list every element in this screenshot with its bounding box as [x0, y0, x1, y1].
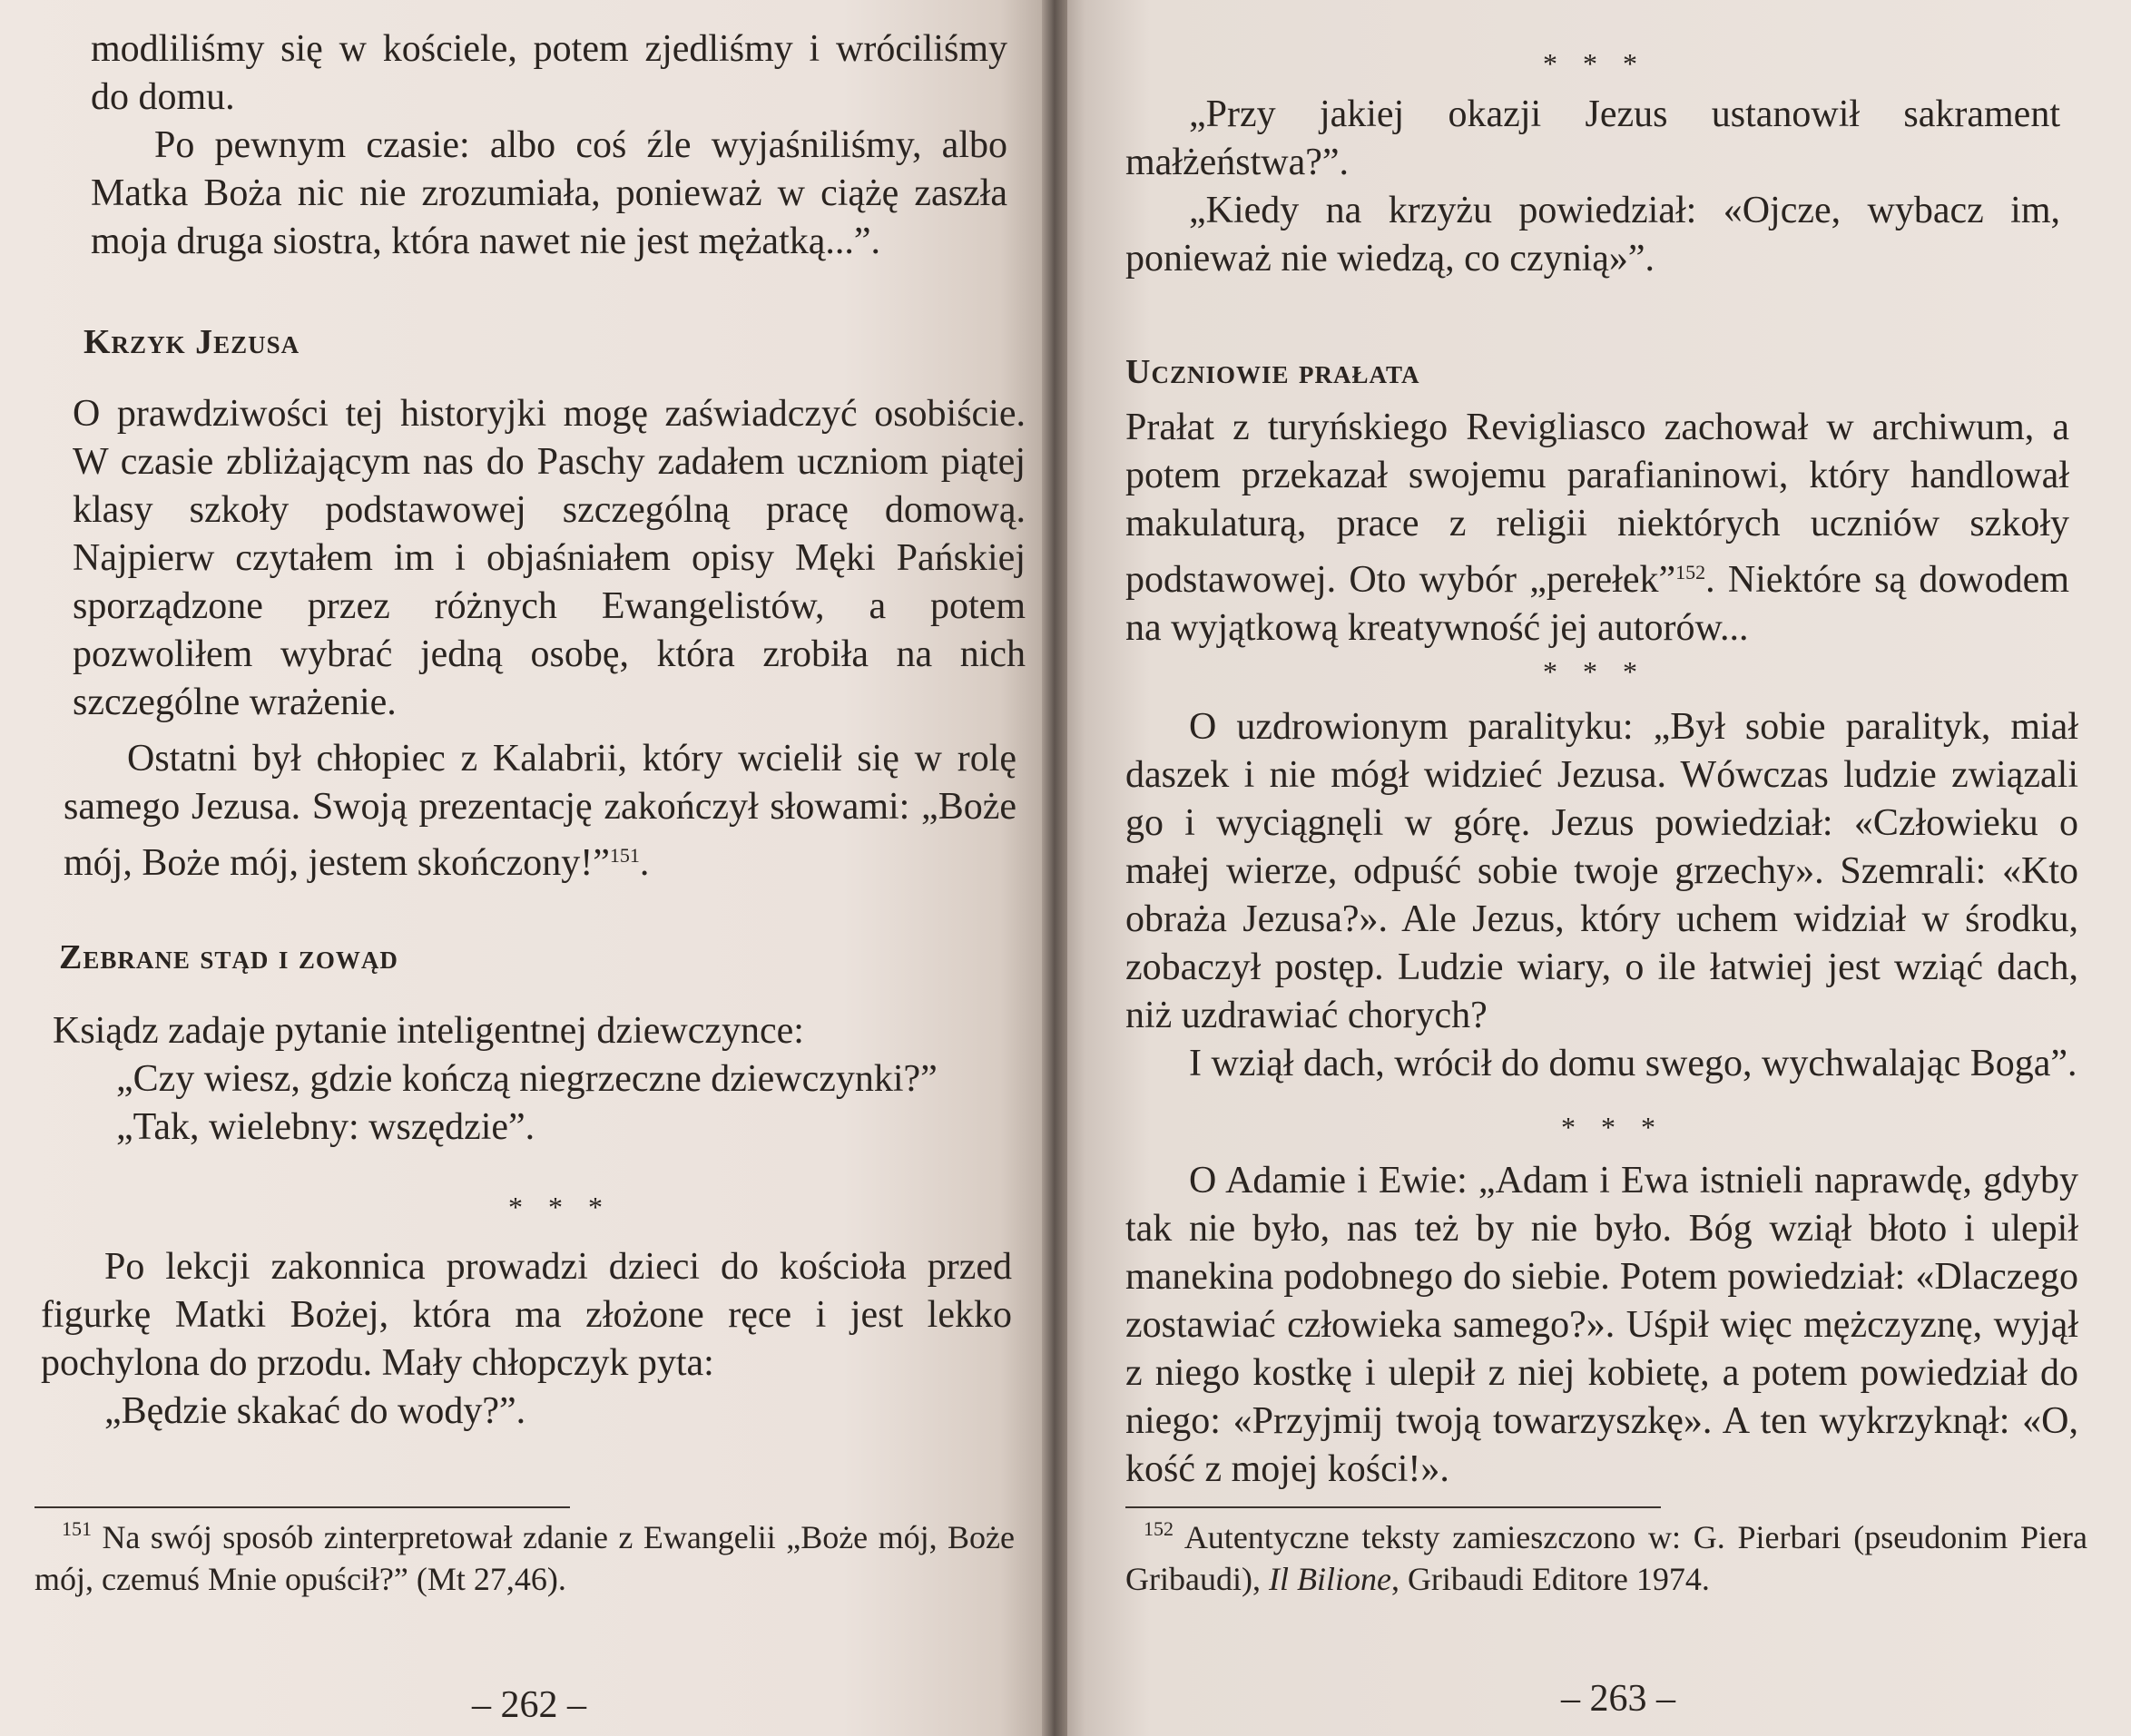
footnote-number: 151 — [62, 1517, 92, 1540]
section-separator: * * * — [1543, 47, 1646, 80]
dialogue-line: „Będzie skakać do wody?”. — [104, 1390, 526, 1432]
paragraph: I wziął dach, wrócił do domu swego, wychwalając Boga”. — [1189, 1043, 2077, 1084]
paragraph: Ksiądz zadaje pytanie inteligentnej dziewczynce: — [53, 1010, 804, 1052]
footnote-text-end: , Gribaudi Editore 1974. — [1390, 1561, 1710, 1597]
paragraph: O uzdrowionym paralityku: „Był sobie paralityk, miał daszek i nie mógł widzieć Jezusa. Wówczas ludzie związali go i wyciągnęli w górę. Jezus powiedział: «Człowieku o małej wierze, odpuść sobie twoje grzechy». Szemrali: «Kto obraża Jezusa?». Ale Jezus, który uchem widział w środku, zobaczył postęp. Ludzie wiary, o ile łatwiej jest wziąć dach, niż uzdrawiać chorych? — [1125, 706, 2078, 1036]
paragraph-text: Ostatni był chłopiec z Kalabrii, który wcielił się w rolę samego Jezusa. Swoją prezentację zakończył słowami: „Boże mój, Boże mój, jestem skończony!” — [64, 738, 1016, 884]
footnote — [1125, 1508, 2087, 1600]
right-paragraph-1 — [1125, 91, 2060, 283]
footnote — [34, 1508, 1015, 1600]
paragraph: Po pewnym czasie: albo coś źle wyjaśniliśmy, albo Matka Boża nic nie zrozumiała, ponieważ w ciążę zaszła moja druga siostra, która nawet nie jest mężatką...”. — [91, 124, 1007, 262]
section-separator: * * * — [508, 1191, 612, 1223]
footnote-book-title: Il Bilione — [1268, 1561, 1391, 1597]
page-number-left: – 262 – — [472, 1684, 586, 1726]
footnote-text: Na swój sposób zinterpretował zdanie z Ewangelii „Boże mój, Boże mój, czemuś Mnie opuścił?” (Mt 27,46). — [34, 1519, 1015, 1597]
dialogue-line: „Tak, wielebny: wszędzie”. — [116, 1106, 535, 1148]
left-paragraph-2: O prawdziwości tej historyjki mogę zaświadczyć osobiście. W czasie zbliżającym nas do Paschy zadałem uczniom piątej klasy szkoły podstawowej szczególną pracę domową. Najpierw czytałem im i objaśniałem opisy Męki Pańskiej sporządzone przez różnych Ewangelistów, a potem pozwoliłem wybrać jedną osobę, która zrobiła na nich szczególne wrażenie. — [73, 393, 1026, 723]
right-page — [1053, 0, 2131, 1736]
right-footnote-block — [1125, 1506, 2087, 1600]
section-separator: * * * — [1543, 655, 1646, 688]
right-paragraph-2 — [1125, 404, 2069, 652]
footnote-reference[interactable]: 151 — [609, 844, 640, 867]
paragraph-text: Prałat z turyńskiego Revigliasco zachował w archiwum, a potem przekazał swojemu parafianinowi, który handlował makulaturą, prace z religii niektórych uczniów szkoły podstawowej. Oto wybór „perełek” — [1125, 407, 2069, 601]
paragraph: „Kiedy na krzyżu powiedział: «Ojcze, wybacz im, ponieważ nie wiedzą, co czynią»”. — [1125, 190, 2060, 280]
page-number-right: – 263 – — [1561, 1678, 1675, 1720]
left-footnote-block — [34, 1506, 1015, 1600]
dialogue-line: „Czy wiesz, gdzie kończą niegrzeczne dziewczynki?” — [116, 1058, 938, 1100]
paragraph: „Przy jakiej okazji Jezus ustanowił sakrament małżeństwa?”. — [1125, 93, 2060, 183]
section-heading-uczniowie: Uczniowie prałata — [1125, 353, 1420, 391]
section-heading-zebrane: Zebrane stąd i zowąd — [59, 938, 398, 976]
footnote-reference[interactable]: 152 — [1675, 561, 1706, 584]
paragraph: Po lekcji zakonnica prowadzi dzieci do kościoła przed figurkę Matki Bożej, która ma złożone ręce i jest lekko pochylona do przodu. Mały chłopczyk pyta: — [41, 1246, 1012, 1384]
paragraph: modliliśmy się w kościele, potem zjedliśmy i wróciliśmy do domu. — [91, 28, 1007, 118]
section-separator: * * * — [1561, 1111, 1665, 1143]
left-page — [0, 0, 1053, 1736]
book-gutter — [1042, 0, 1067, 1736]
left-paragraph-5 — [41, 1243, 1012, 1436]
left-paragraph-3 — [64, 735, 1016, 888]
paragraph-end: . Niektóre są dowodem na wyjątkową kreatywność jej autorów... — [1125, 559, 2069, 649]
right-paragraph-3 — [1125, 703, 2078, 1088]
footnote-text: Autentyczne teksty zamieszczono w: G. Pierbari (pseudonim Piera Gribaudi), — [1125, 1519, 2088, 1597]
paragraph-end: . — [639, 842, 650, 884]
section-heading-krzyk-jezusa: Krzyk Jezusa — [83, 323, 300, 361]
left-paragraph-4 — [53, 1007, 1015, 1152]
left-paragraph-1 — [91, 25, 1007, 266]
footnote-number: 152 — [1144, 1517, 1174, 1540]
right-paragraph-4: O Adamie i Ewie: „Adam i Ewa istnieli naprawdę, gdyby tak nie było, nas też by nie było. Bóg wziął błoto i ulepił manekina podobnego do siebie. Potem powiedział: «Dlaczego zostawiać człowieka samego?». Uśpił więc mężczyznę, wyjął z niego kostkę i ulepił z niej kobietę, a potem powiedział do niego: «Przyjmij twoją towarzyszkę». A ten wykrzyknął: «O, kość z mojej kości!». — [1125, 1160, 2078, 1490]
